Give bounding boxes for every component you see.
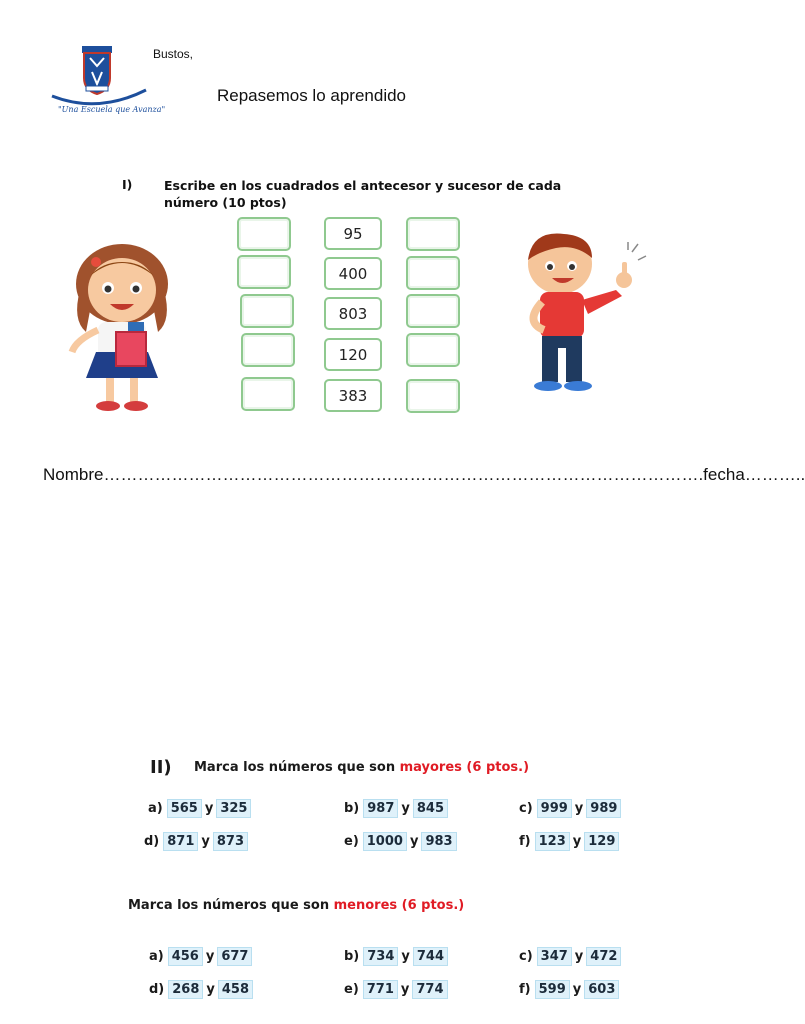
connector-y: y <box>401 949 410 964</box>
number-chip[interactable]: 771 <box>363 980 398 999</box>
mayores-item-a[interactable] <box>148 799 254 818</box>
connector-y: y <box>201 834 210 849</box>
item-label: b) <box>344 949 360 964</box>
menores-item-c[interactable] <box>519 947 624 966</box>
mayores-item-f[interactable] <box>519 832 622 851</box>
item-label: e) <box>344 982 359 997</box>
section-1-number: I) <box>122 177 133 192</box>
name-date-line[interactable]: Nombre…………………………………………………………………………………………….fecha……….. <box>43 465 805 484</box>
number-box-5: 383 <box>324 379 382 412</box>
item-label: c) <box>519 801 533 816</box>
item-label: a) <box>148 801 163 816</box>
item-label: f) <box>519 834 531 849</box>
number-chip[interactable]: 325 <box>216 799 251 818</box>
number-box-1: 95 <box>324 217 382 250</box>
section-2-number: II) <box>150 757 172 778</box>
number-chip[interactable]: 989 <box>586 799 621 818</box>
sucesor-box-4[interactable] <box>406 333 460 367</box>
mayores-item-e[interactable] <box>344 832 460 851</box>
number-chip[interactable]: 458 <box>218 980 253 999</box>
number-chip[interactable]: 873 <box>213 832 248 851</box>
name-label: Bustos, <box>153 47 194 61</box>
sucesor-box-5[interactable] <box>406 379 460 413</box>
connector-y: y <box>572 834 582 849</box>
connector-y: y <box>400 982 410 997</box>
number-chip[interactable]: 983 <box>421 832 456 851</box>
menores-item-f[interactable] <box>519 980 622 999</box>
antecesor-box-2[interactable] <box>237 255 291 289</box>
section-3-title-prefix: Marca los números que son <box>128 898 334 913</box>
boy-illustration <box>520 230 650 394</box>
connector-y: y <box>205 949 215 964</box>
item-label: d) <box>149 982 165 997</box>
section-2-title-highlight: mayores (6 ptos.) <box>399 760 530 775</box>
sucesor-box-3[interactable] <box>406 294 460 328</box>
number-box-2: 400 <box>324 257 382 290</box>
girl-illustration <box>62 240 182 412</box>
menores-item-b[interactable] <box>344 947 451 966</box>
item-label: a) <box>149 949 164 964</box>
number-chip[interactable]: 565 <box>167 799 202 818</box>
section-2-title <box>194 760 529 775</box>
number-chip[interactable]: 1000 <box>363 832 407 851</box>
item-label: b) <box>344 801 360 816</box>
number-chip[interactable]: 129 <box>584 832 619 851</box>
number-chip[interactable]: 677 <box>217 947 252 966</box>
section-1-instruction: Escribe en los cuadrados el antecesor y sucesor de cada número (10 ptos) <box>164 178 562 210</box>
number-chip[interactable]: 603 <box>584 980 619 999</box>
connector-y: y <box>572 982 582 997</box>
menores-item-e[interactable] <box>344 980 451 999</box>
connector-y: y <box>206 982 215 997</box>
sucesor-box-2[interactable] <box>406 256 460 290</box>
section-3-title <box>128 898 464 913</box>
page-title: Repasemos lo aprendido <box>217 86 407 105</box>
number-chip[interactable]: 599 <box>535 980 570 999</box>
number-chip[interactable]: 347 <box>537 947 572 966</box>
school-logo <box>48 44 166 118</box>
menores-item-d[interactable] <box>149 980 256 999</box>
number-chip[interactable]: 845 <box>413 799 448 818</box>
number-chip[interactable]: 268 <box>168 980 203 999</box>
number-chip[interactable]: 123 <box>535 832 570 851</box>
item-label: c) <box>519 949 533 964</box>
menores-item-a[interactable] <box>149 947 255 966</box>
item-label: d) <box>144 834 160 849</box>
number-box-3: 803 <box>324 297 382 330</box>
antecesor-box-3[interactable] <box>240 294 294 328</box>
connector-y: y <box>401 801 410 816</box>
number-chip[interactable]: 987 <box>363 799 398 818</box>
number-box-4: 120 <box>324 338 382 371</box>
connector-y: y <box>409 834 419 849</box>
connector-y: y <box>574 949 584 964</box>
number-chip[interactable]: 774 <box>412 980 447 999</box>
section-2-title-prefix: Marca los números que son <box>194 760 400 775</box>
sucesor-box-1[interactable] <box>406 217 460 251</box>
antecesor-box-5[interactable] <box>241 377 295 411</box>
section-3-title-highlight: menores (6 ptos.) <box>333 898 465 913</box>
number-chip[interactable]: 472 <box>586 947 621 966</box>
connector-y: y <box>574 801 584 816</box>
number-chip[interactable]: 744 <box>413 947 448 966</box>
number-chip[interactable]: 871 <box>163 832 198 851</box>
item-label: f) <box>519 982 531 997</box>
connector-y: y <box>204 801 214 816</box>
mayores-item-d[interactable] <box>144 832 251 851</box>
mayores-item-b[interactable] <box>344 799 451 818</box>
svg-text:"Una Escuela que Avanza": "Una Escuela que Avanza" <box>58 105 166 114</box>
antecesor-box-1[interactable] <box>237 217 291 251</box>
item-label: e) <box>344 834 359 849</box>
antecesor-box-4[interactable] <box>241 333 295 367</box>
number-chip[interactable]: 999 <box>537 799 572 818</box>
mayores-item-c[interactable] <box>519 799 624 818</box>
number-chip[interactable]: 734 <box>363 947 398 966</box>
number-chip[interactable]: 456 <box>168 947 203 966</box>
